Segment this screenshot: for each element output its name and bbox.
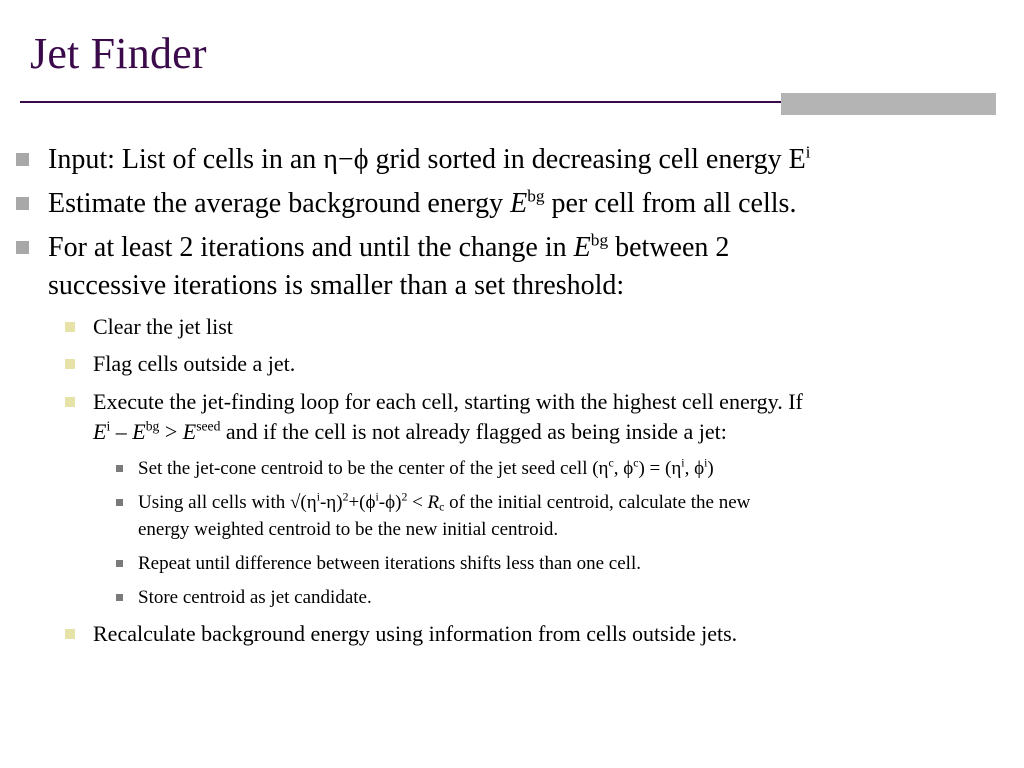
bullet-estimate: Estimate the average background energy $E^{bg}$ per cell from all cells. <box>48 186 797 219</box>
bullet-repeat: Repeat until difference between iterations shifts less than one cell. <box>138 553 641 574</box>
bullet-flag-cells: Flag cells outside a jet. <box>93 351 296 376</box>
bullet-marker <box>16 153 29 166</box>
bullet-marker <box>116 499 123 506</box>
bullet-marker <box>65 359 75 369</box>
bullet-execute-loop: Execute the jet-finding loop for each cell, starting with the highest cell energy. If $E^i - E^{bg} > E^{seed}$ and if the cell is not already flagged as being inside a jet: <box>93 389 803 444</box>
bullet-using-cells: Using all cells with $√(\eta^i-\eta)^2+(\phi^i-\phi)^2 < R_c$ of the initial centroid, calculate the new energy weighted centroid to be the new initial centroid. <box>138 490 751 540</box>
bullet-marker <box>16 197 29 210</box>
bullet-recalculate: Recalculate background energy using information from cells outside jets. <box>93 621 738 646</box>
bullet-marker <box>65 397 75 407</box>
bullet-marker <box>116 594 123 601</box>
bullet-input: Input: List of cells in an η−ϕ grid sorted in decreasing cell energy $E^i$ <box>48 142 811 175</box>
bullet-iterations: For at least 2 iterations and until the change in $E^{bg}$ between 2 successive iterations is smaller than a set threshold: <box>48 230 730 301</box>
title-accent-bar <box>781 93 996 115</box>
bullet-store-centroid: Store centroid as jet candidate. <box>138 587 372 608</box>
slide-title: Jet Finder <box>30 29 207 78</box>
bullet-clear-jets: Clear the jet list <box>93 314 233 339</box>
bullet-marker <box>116 465 123 472</box>
bullet-marker <box>65 629 75 639</box>
bullet-marker <box>116 560 123 567</box>
bullet-set-centroid: Set the jet-cone centroid to be the center of the jet seed cell ($\eta^c$, $\phi^c) = (\eta^i$, $\phi^i$) <box>138 456 714 479</box>
bullet-marker <box>16 241 29 254</box>
bullet-marker <box>65 322 75 332</box>
